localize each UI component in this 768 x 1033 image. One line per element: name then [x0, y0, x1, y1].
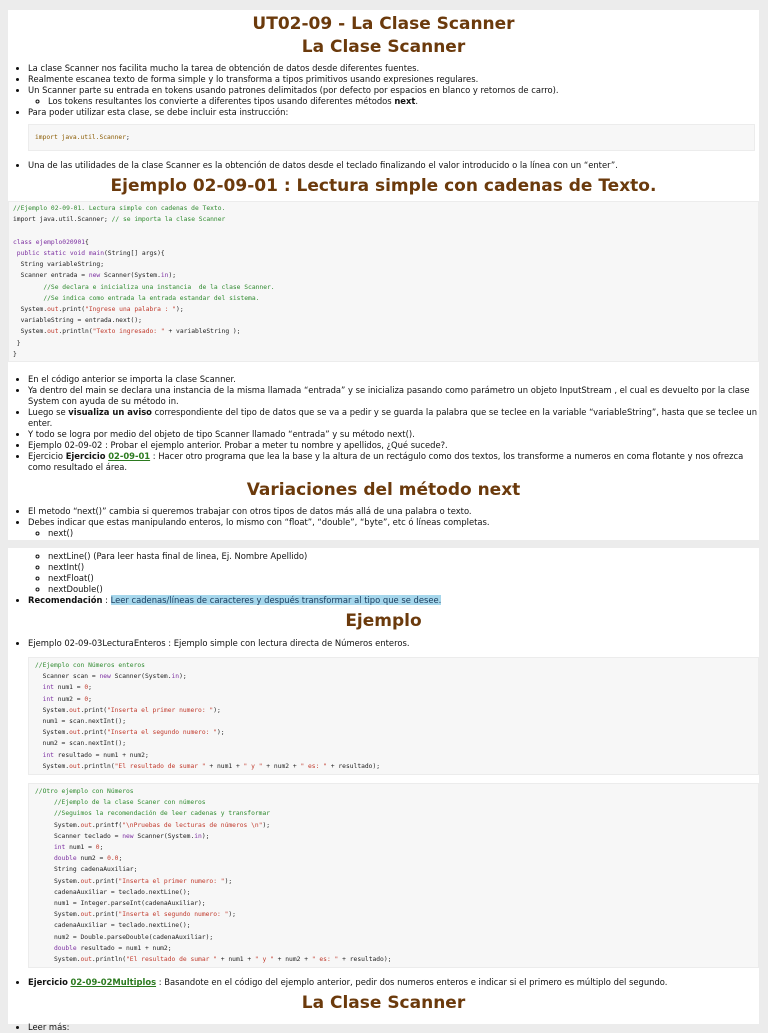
list-item: • Luego se visualiza un aviso correspondiente del tipo de datos que se va a pedir y se guarda la palabra que se teclee en la variable “variableString”, hasta que se teclee un enter.: [28, 407, 759, 429]
intro-list-2: [8, 160, 759, 171]
sub-list: [28, 96, 759, 107]
example2-code-block-2: //Otro ejemplo con Números //Ejemplo de la clase Scaner con números //Seguimos la recomendación de leer cadenas y transformar System.out.printf("\nPruebas de lecturas de números \n"); Scanner teclado = new Scanner(System.in); int num1 = 0; double num2 = 0.0; String cadenaAuxiliar; System.out.print("Inserta el primer numero: "); cadenaAuxiliar = teclado.nextLine(); num1 = Integer.parseInt(cadenaAuxiliar); System.out.print("Inserta el segundo numero: "); cadenaAuxiliar = teclado.nextLine(); num2 = Double.parseDouble(cadenaAuxiliar); double resultado = num1 + num2; System.out.println("El resultado de sumar " + num1 + " y " + num2 + " es: " + resultado);: [28, 783, 759, 968]
exercise-link-02-09-01[interactable]: 02-09-01: [108, 451, 151, 462]
variations-list: [8, 506, 759, 539]
list-item: • En el código anterior se importa la clase Scanner.: [28, 374, 759, 385]
example2-heading: Ejemplo: [345, 611, 422, 631]
page-subtitle: La Clase Scanner: [301, 37, 466, 57]
list-item: • Ya dentro del main se declara una instancia de la misma llamada “entrada” y se inicializa pasando como parámetro un objeto InputStream , el cual es devuelto por la clase System con ayuda de su método in.: [28, 385, 759, 407]
intro-list: [8, 63, 759, 118]
list-item: • Ejercicio 02-09-02Multiplos : Basandote en el código del ejemplo anterior, pedir dos numeros enteros e indicar si el primero es múltiplo del segundo.: [28, 977, 759, 988]
import-code-block: import java.util.Scanner;: [28, 124, 755, 151]
example2-code-block-1: //Ejemplo con Números enteros Scanner scan = new Scanner(System.in); int num1 = 0; int num2 = 0; System.out.print("Inserta el primer numero: "); num1 = scan.nextInt(); System.out.print("Inserta el segundo numero: "); num2 = scan.nextInt(); int resultado = num1 + num2; System.out.println("El resultado de sumar " + num1 + " y " + num2 + " es: " + resultado);: [28, 657, 759, 775]
exercise-list: [8, 977, 759, 988]
list-item: • Recomendación : Leer cadenas/líneas de caracteres y después transformar al tipo que se desee.: [28, 595, 759, 606]
example1-explanation-list: [8, 374, 759, 473]
example2-intro-list: [8, 638, 759, 649]
list-item: • Ejemplo 02-09-02 : Probar el ejemplo anterior. Probar a meter tu nombre y apellidos, ¿Qué sucede?.: [28, 440, 759, 451]
list-item: ◦ Los tokens resultantes los convierte a diferentes tipos usando diferentes métodos next.: [48, 96, 759, 107]
variations-heading: Variaciones del método next: [246, 480, 521, 501]
footer-heading: La Clase Scanner: [301, 993, 466, 1014]
list-item: • Y todo se logra por medio del objeto de tipo Scanner llamado “entrada” y su método next().: [28, 429, 759, 440]
document-page-2: [8, 548, 759, 1033]
list-item: • El metodo “next()” cambia si queremos trabajar con otros tipos de datos más allá de una palabra o texto.: [28, 506, 759, 517]
recommendation-highlight: Leer cadenas/líneas de caracteres y después transformar al tipo que se desee.: [110, 595, 442, 605]
list-item: • Ejercicio Ejercicio 02-09-01 : Hacer otro programa que lea la base y la altura de un rectágulo como dos textos, los transforme a numeros en coma flotante y nos ofrezca como resultado el área.: [28, 451, 759, 473]
list-item: ◦ nextInt(): [48, 562, 759, 573]
list-item: ◦ nextFloat(): [48, 573, 759, 584]
example1-code-block: //Ejemplo 02-09-01. Lectura simple con cadenas de Texto. import java.util.Scanner; // se importa la clase Scanner class ejemplo020901{ public static void main(String[] args){ String variableString; Scanner entrada = new Scanner(System.in); //Se declara e inicializa una instancia de la clase Scanner. //Se indica como entrada la entrada estandar del sistema. System.out.print("Ingrese una palabra : "); variableString = entrada.next(); System.out.println("Texto ingresado: " + variableString ); } }: [8, 201, 759, 362]
list-item: • Realmente escanea texto de forma simple y lo transforma a tipos primitivos usando expresiones regulares.: [28, 74, 759, 85]
page-title: UT02-09 - La Clase Scanner: [252, 14, 515, 34]
list-item: • Un Scanner parte su entrada en tokens usando patrones delimitados (por defecto por espacios en blanco y retornos de carro). ◦ Los tokens resultantes los convierte a diferentes tipos usando diferentes métodos next.: [28, 85, 759, 107]
list-item: • Debes indicar que estas manipulando enteros, lo mismo con “float”, “double”, “byte”, etc ó líneas completas. ◦ next(): [28, 517, 759, 539]
list-item: ◦ nextLine() (Para leer hasta final de linea, Ej. Nombre Apellido): [48, 551, 759, 562]
list-item: • Ejemplo 02-09-03LecturaEnteros : Ejemplo simple con lectura directa de Números enteros.: [28, 638, 759, 649]
methods-list-continued: [8, 551, 759, 606]
example1-heading: Ejemplo 02-09-01 : Lectura simple con cadenas de Texto.: [110, 176, 657, 197]
list-item: • La clase Scanner nos facilita mucho la tarea de obtención de datos desde diferentes fuentes.: [28, 63, 759, 74]
list-item: ◦ next(): [48, 528, 759, 539]
list-item: ◦ nextDouble(): [48, 584, 759, 595]
document-page-1: [8, 10, 759, 540]
list-item: • Leer más:: [28, 1022, 759, 1033]
exercise-link-02-09-02[interactable]: 02-09-02Multiplos: [70, 977, 157, 988]
list-item: • Para poder utilizar esta clase, se debe incluir esta instrucción:: [28, 107, 759, 118]
list-item: • Una de las utilidades de la clase Scanner es la obtención de datos desde el teclado finalizando el valor introducido o la línea con un “enter”.: [28, 160, 759, 171]
methods-sublist: [28, 528, 759, 539]
